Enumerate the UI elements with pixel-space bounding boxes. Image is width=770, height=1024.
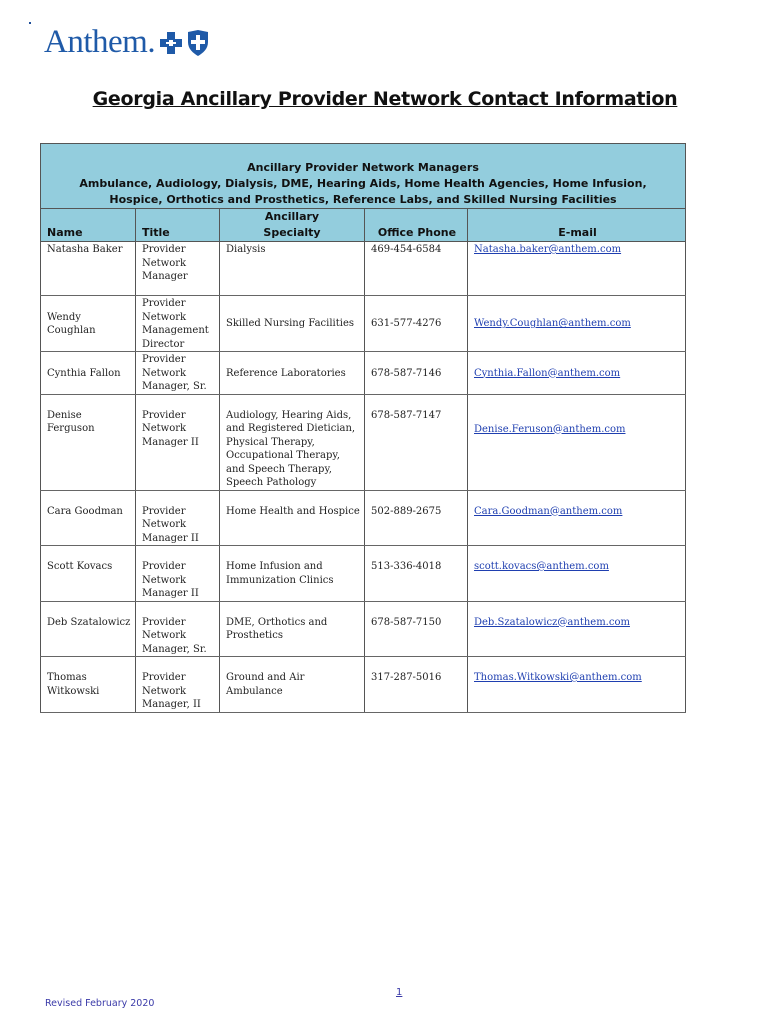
contact-email-link[interactable]: Cynthia.Fallon@anthem.com	[474, 367, 621, 379]
table-row	[41, 546, 686, 602]
contact-email-link[interactable]: Wendy.Coughlan@anthem.com	[474, 318, 631, 330]
contact-phone: 502-889-2675	[365, 490, 468, 546]
contact-phone: 678-587-7146	[365, 352, 468, 395]
contact-email-cell	[468, 394, 686, 490]
logo-marks	[158, 29, 210, 57]
contact-phone: 678-587-7147	[365, 394, 468, 490]
contact-name: Deb Szatalowicz	[41, 601, 136, 657]
blue-cross-icon	[158, 31, 184, 55]
contact-title: Provider Network Manager II	[136, 394, 220, 490]
contact-title: Provider Network Manager II	[136, 546, 220, 602]
blue-shield-icon	[186, 29, 210, 57]
contact-name: Natasha Baker	[41, 242, 136, 296]
banner-heading: Ancillary Provider Network Managers	[247, 161, 479, 174]
contact-phone: 513-336-4018	[365, 546, 468, 602]
column-header-email: E-mail	[468, 209, 686, 242]
contact-title: Provider Network Manager, Sr.	[136, 352, 220, 395]
contact-title: Provider Network Manager II	[136, 490, 220, 546]
contact-email-link[interactable]: Denise.Feruson@anthem.com	[474, 423, 626, 435]
table-row	[41, 394, 686, 490]
contact-name: Thomas Witkowski	[41, 657, 136, 713]
contact-specialty: Dialysis	[220, 242, 365, 296]
table-row	[41, 657, 686, 713]
header-mark	[29, 22, 31, 24]
contact-email-link[interactable]: Natasha.baker@anthem.com	[474, 244, 622, 255]
logo-wordmark: Anthem.	[44, 24, 156, 60]
contact-specialty: Reference Laboratories	[220, 352, 365, 395]
contact-email-link[interactable]: Deb.Szatalowicz@anthem.com	[474, 616, 630, 628]
contact-phone: 317-287-5016	[365, 657, 468, 713]
contact-email-cell	[468, 296, 686, 352]
contact-email-cell	[468, 657, 686, 713]
contact-email-cell	[468, 490, 686, 546]
contact-title: Provider Network Management Director	[136, 296, 220, 352]
table-row	[41, 601, 686, 657]
table-row	[41, 242, 686, 296]
table-row	[41, 296, 686, 352]
contact-email-link[interactable]: Cara.Goodman@anthem.com	[474, 505, 623, 517]
contact-specialty: Ground and Air Ambulance	[220, 657, 365, 713]
column-header-title: Title	[136, 209, 220, 242]
column-header-name: Name	[41, 209, 136, 242]
contact-phone: 678-587-7150	[365, 601, 468, 657]
table-banner	[41, 144, 686, 209]
column-header-specialty: Ancillary Specialty	[220, 209, 365, 242]
contact-table	[40, 143, 686, 713]
contact-name: Cara Goodman	[41, 490, 136, 546]
contact-email-cell	[468, 546, 686, 602]
contact-title: Provider Network Manager, II	[136, 657, 220, 713]
contact-specialty: Audiology, Hearing Aids, and Registered Dietician, Physical Therapy, Occupational Therapy, and Speech Therapy, Speech Pathology	[220, 394, 365, 490]
column-header-phone: Office Phone	[365, 209, 468, 242]
contact-phone: 631-577-4276	[365, 296, 468, 352]
contact-name: Wendy Coughlan	[41, 296, 136, 352]
contact-specialty: Home Health and Hospice	[220, 490, 365, 546]
contact-title: Provider Network Manager, Sr.	[136, 601, 220, 657]
banner-specialties: Ambulance, Audiology, Dialysis, DME, Hearing Aids, Home Health Agencies, Home Infusion, Hospice, Orthotics and Prosthetics, Reference Labs, and Skilled Nursing Facilities	[79, 177, 647, 206]
revision-date: Revised February 2020	[45, 998, 155, 1009]
table-row	[41, 352, 686, 395]
contact-specialty: Skilled Nursing Facilities	[220, 296, 365, 352]
contact-table-container	[40, 143, 685, 713]
page-number: 1	[396, 987, 403, 998]
contact-email-link[interactable]: scott.kovacs@anthem.com	[474, 561, 609, 572]
contact-email-cell	[468, 601, 686, 657]
contact-name: Denise Ferguson	[41, 394, 136, 490]
contact-email-link[interactable]: Thomas.Witkowski@anthem.com	[474, 672, 642, 683]
contact-title: Provider Network Manager	[136, 242, 220, 296]
contact-email-cell	[468, 352, 686, 395]
contact-specialty: Home Infusion and Immunization Clinics	[220, 546, 365, 602]
anthem-logo	[44, 22, 210, 62]
contact-specialty: DME, Orthotics and Prosthetics	[220, 601, 365, 657]
contact-email-cell	[468, 242, 686, 296]
table-row	[41, 490, 686, 546]
page-title: Georgia Ancillary Provider Network Contact Information	[92, 88, 678, 110]
contact-name: Scott Kovacs	[41, 546, 136, 602]
contact-phone: 469-454-6584	[365, 242, 468, 296]
contact-name: Cynthia Fallon	[41, 352, 136, 395]
